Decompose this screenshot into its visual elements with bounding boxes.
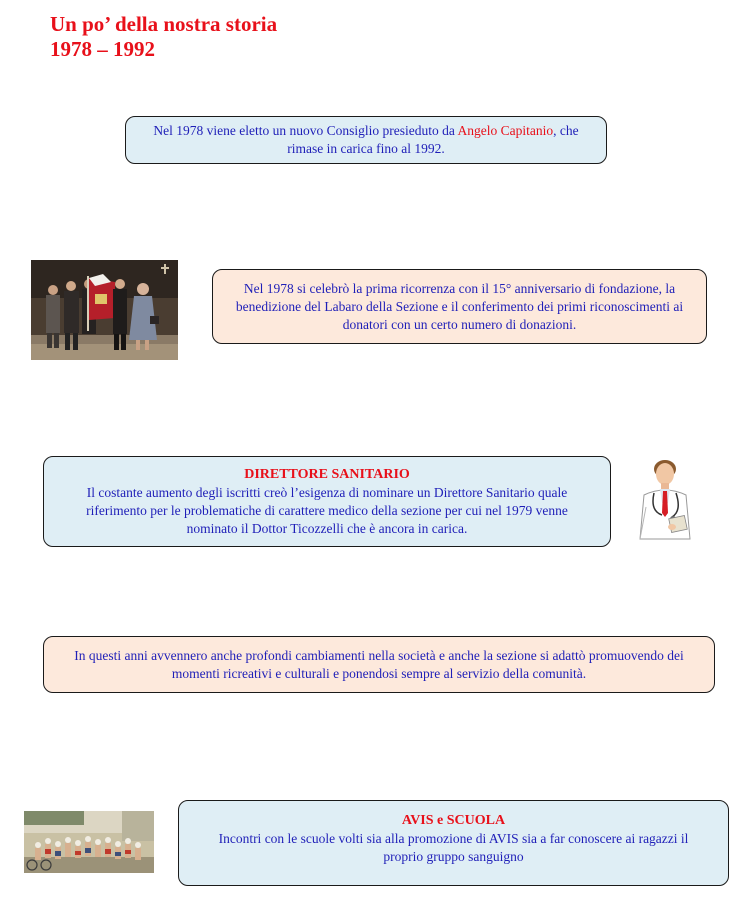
doctor-icon	[632, 455, 696, 545]
box-medical-director-title: DIRETTORE SANITARIO	[244, 467, 410, 482]
title-line-2: 1978 – 1992	[50, 37, 155, 61]
box-new-council-text: Nel 1978 viene eletto un nuovo Consiglio presieduto da Angelo Capitanio, che rimase in carica fino al 1992.	[153, 123, 579, 156]
school-photo-image	[24, 811, 154, 873]
box-avis-school-text: Incontri con le scuole volti sia alla promozione di AVIS sia a far conoscere ai ragazzi il proprio gruppo sanguigno	[218, 831, 689, 864]
box-anniversary	[212, 269, 707, 344]
box-changes	[43, 636, 715, 693]
doctor-illustration	[632, 455, 696, 545]
page-title	[50, 12, 277, 62]
box-changes-text: In questi anni avvennero anche profondi cambiamenti nella società e anche la sezione si adattò promuovendo dei momenti ricreativi e culturali e ponendosi sempre al servizio della comunità.	[74, 647, 684, 681]
title-line-1: Un po’ della nostra storia	[50, 12, 278, 36]
box-new-council	[125, 116, 607, 164]
box-avis-school	[178, 800, 729, 886]
box-avis-school-title: AVIS e SCUOLA	[401, 813, 506, 828]
president-name: Angelo Capitanio	[457, 123, 554, 138]
ceremony-photo-image	[31, 260, 178, 360]
box-anniversary-text: Nel 1978 si celebrò la prima ricorrenza con il 15° anniversario di fondazione, la benedizione del Labaro della Sezione e il conferimento dei primi riconoscimenti ai donatori con un certo numero di donazioni.	[235, 280, 684, 332]
school-photo	[24, 811, 154, 873]
box-medical-director-text: Il costante aumento degli iscritti creò l’esigenza di nominare un Direttore Sanitario quale riferimento per le problematiche di carattere medico della sezione per cui nel 1979 venne nominato il Dottor Ticozzelli che è ancora in carica.	[86, 485, 568, 536]
box-medical-director	[43, 456, 611, 547]
ceremony-photo	[31, 260, 178, 360]
